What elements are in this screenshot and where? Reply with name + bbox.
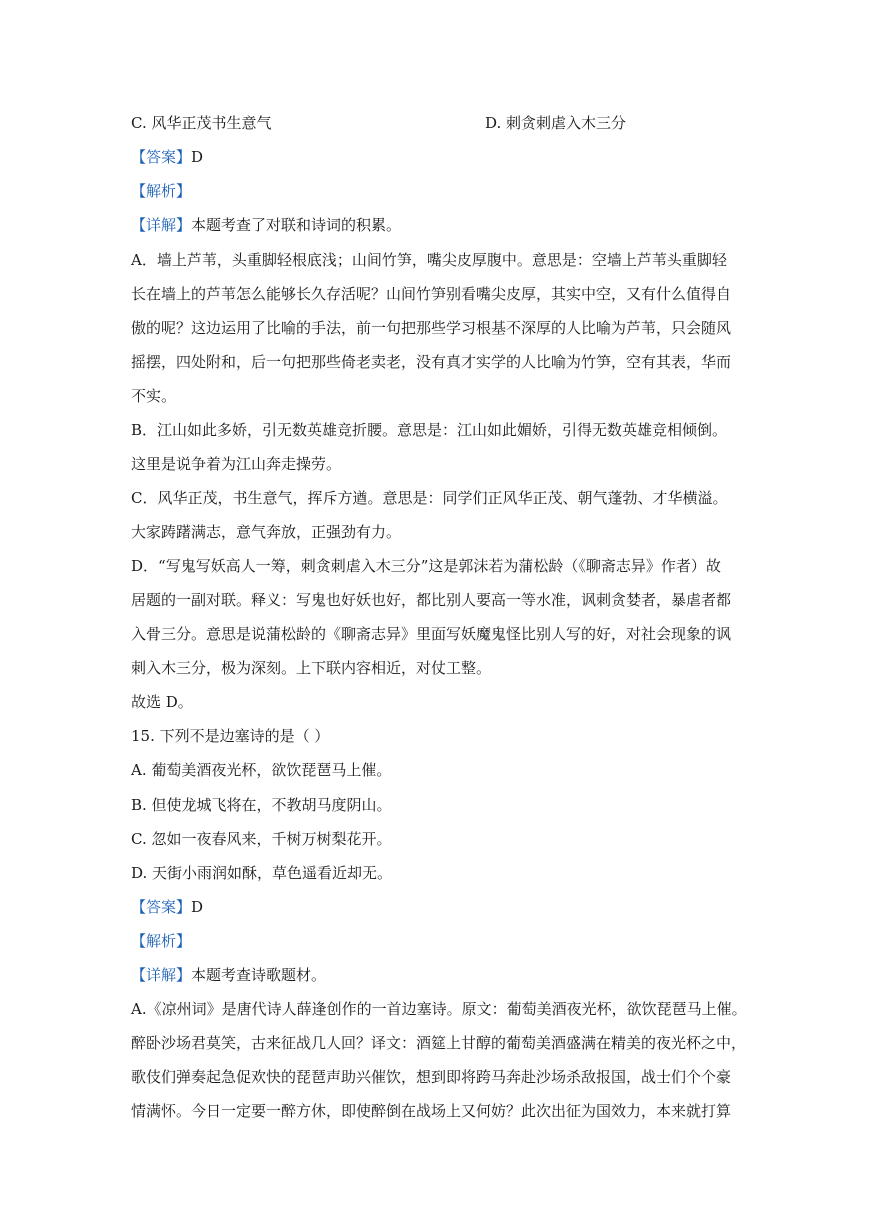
q14-detail-line: 居题的一副对联。释义：写鬼也好妖也好，都比别人要高一等水准，讽刺贪婪者，暴虐者都 [131, 591, 732, 609]
q15-option-b: B. 但使龙城飞将在，不教胡马度阴山。 [131, 796, 392, 814]
q14-conclusion: 故选 D。 [131, 693, 193, 711]
q15-option-c: C. 忽如一夜春风来，千树万树梨花开。 [131, 830, 392, 848]
q15-detail-line: A.《凉州词》是唐代诗人薛逢创作的一首边塞诗。原文：葡萄美酒夜光杯，欲饮琵琶马上催。 [131, 1000, 747, 1018]
q15-detail-line [131, 965, 326, 985]
answer-value: D [191, 898, 204, 916]
q14-option-d: D. 刺贪刺虐入木三分 [485, 114, 627, 132]
q15-analysis [131, 931, 191, 951]
answer-tag: 【答案】 [131, 898, 192, 916]
q14-detail-line: 这里是说争着为江山奔走操劳。 [131, 455, 342, 473]
detail-tag: 【详解】 [131, 216, 192, 234]
q14-detail-line: 刺入木三分，极为深刻。上下联内容相近，对仗工整。 [131, 659, 492, 677]
detail-text: 本题考查诗歌题材。 [191, 966, 327, 984]
q15-detail-line: 情满怀。今日一定要一醉方休，即使醉倒在战场上又何妨？此次出征为国效力，本来就打算 [131, 1102, 732, 1120]
q15-answer [131, 897, 203, 917]
detail-tag: 【详解】 [131, 966, 192, 984]
detail-text: 本题考查了对联和诗词的积累。 [191, 216, 402, 234]
q14-detail-line: 入骨三分。意思是说蒲松龄的《聊斋志异》里面写妖魔鬼怪比别人写的好，对社会现象的讽 [131, 625, 732, 643]
q15-detail-line: 歌伎们弹奏起急促欢快的琵琶声助兴催饮，想到即将跨马奔赴沙场杀敌报国，战士们个个豪 [131, 1068, 732, 1086]
analysis-tag: 【解析】 [131, 182, 192, 200]
q14-detail-line: C．风华正茂，书生意气，挥斥方遒。意思是：同学们正风华正茂、朝气蓬勃、才华横溢。 [131, 489, 728, 507]
q14-detail-line: 长在墙上的芦苇怎么能够长久存活呢？山间竹笋别看嘴尖皮厚，其实中空，又有什么值得自 [131, 285, 732, 303]
q14-detail-line: 傲的呢？这边运用了比喻的手法，前一句把那些学习根基不深厚的人比喻为芦苇，只会随风 [131, 319, 732, 337]
q14-detail-line: B．江山如此多娇，引无数英雄竞折腰。意思是：江山如此媚娇，引得无数英雄竞相倾倒。 [131, 421, 728, 439]
q14-detail-line: 不实。 [131, 387, 177, 405]
analysis-tag: 【解析】 [131, 932, 192, 950]
q14-detail-line: 摇摆，四处附和，后一句把那些倚老卖老，没有真才实学的人比喻为竹笋，空有其表，华而 [131, 353, 732, 371]
q15-detail-line: 醉卧沙场君莫笑，古来征战几人回？译文：酒筵上甘醇的葡萄美酒盛满在精美的夜光杯之中， [131, 1034, 747, 1052]
answer-tag: 【答案】 [131, 148, 192, 166]
q14-analysis [131, 181, 191, 201]
q14-answer [131, 147, 203, 167]
q14-detail-line: D．“写鬼写妖高人一筹，刺贪刺虐入木三分”这是郭沫若为蒲松龄（《聊斋志异》作者）故 [131, 557, 721, 575]
q15-option-a: A. 葡萄美酒夜光杯，欲饮琵琶马上催。 [131, 761, 392, 779]
q14-detail-line [131, 215, 401, 235]
q14-option-c: C. 风华正茂书生意气 [131, 114, 272, 132]
q15-option-d: D. 天街小雨润如酥，草色遥看近却无。 [131, 864, 393, 882]
q14-detail-line: A．墙上芦苇，头重脚轻根底浅；山间竹笋，嘴尖皮厚腹中。意思是：空墙上芦苇头重脚轻 [131, 251, 727, 269]
q15-stem: 15. 下列不是边塞诗的是（ ） [131, 727, 330, 745]
q14-detail-line: 大家踌躇满志，意气奔放，正强劲有力。 [131, 523, 402, 541]
answer-value: D [191, 148, 204, 166]
